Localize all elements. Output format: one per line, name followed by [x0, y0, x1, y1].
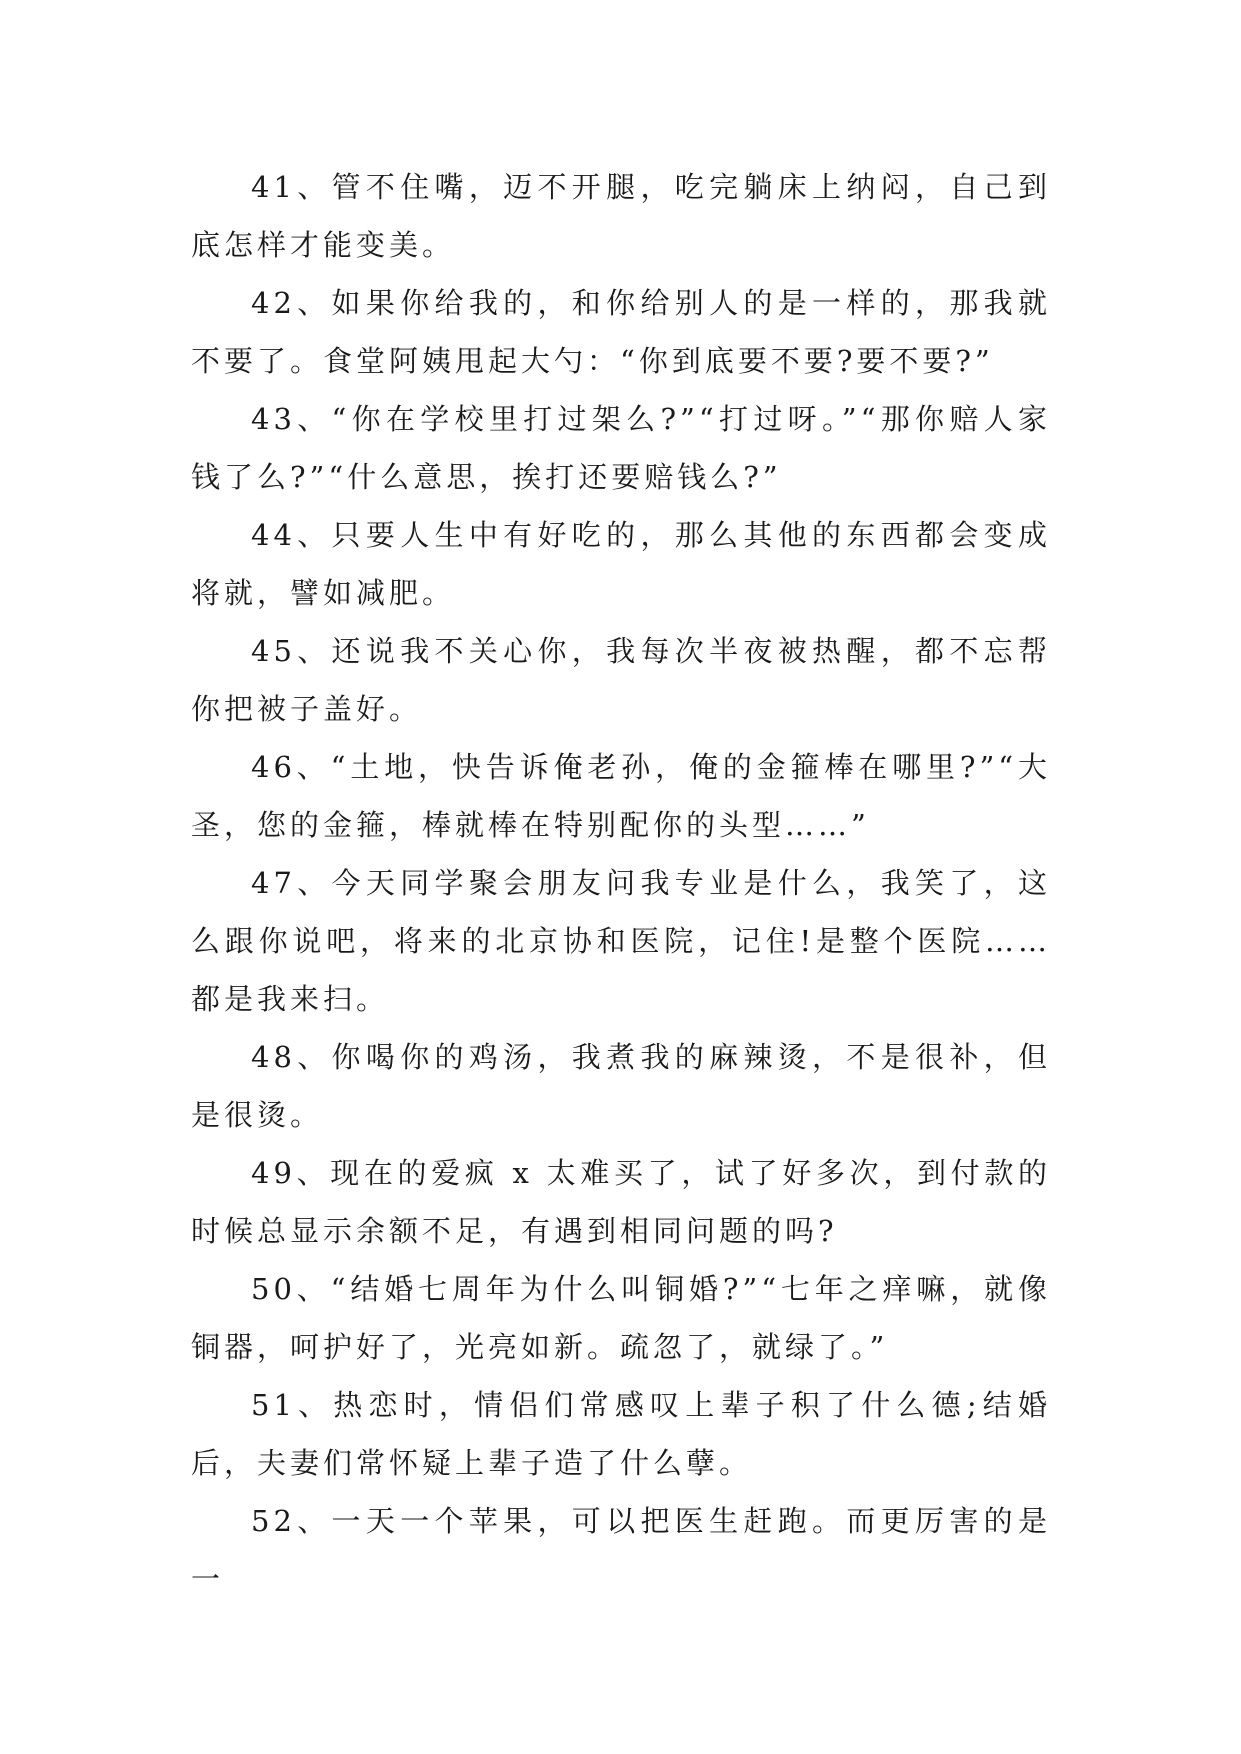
- paragraph-48: 48、你喝你的鸡汤，我煮我的麻辣烫，不是很补，但是很烫。: [191, 1040, 1051, 1132]
- paragraph-50: 50、“结婚七周年为什么叫铜婚?”“七年之痒嘛，就像铜器，呵护好了，光亮如新。疏忽了，就绿了。”: [191, 1272, 1051, 1364]
- paragraph-51: 51、热恋时，情侣们常感叹上辈子积了什么德;结婚后，夫妻们常怀疑上辈子造了什么孽。: [191, 1388, 1051, 1480]
- paragraph-45: 45、还说我不关心你，我每次半夜被热醒，都不忘帮你把被子盖好。: [191, 634, 1051, 726]
- paragraph-42: 42、如果你给我的，和你给别人的是一样的，那我就不要了。食堂阿姨甩起大勺：“你到底要不要?要不要?”: [191, 286, 1051, 378]
- paragraph-52: 52、一天一个苹果，可以把医生赶跑。而更厉害的是一: [191, 1504, 1051, 1596]
- paragraph-41: 41、管不住嘴，迈不开腿，吃完躺床上纳闷，自己到底怎样才能变美。: [191, 170, 1051, 262]
- paragraph-47: 47、今天同学聚会朋友问我专业是什么，我笑了，这么跟你说吧，将来的北京协和医院，记住!是整个医院……都是我来扫。: [191, 866, 1051, 1016]
- paragraph-43: 43、“你在学校里打过架么?”“打过呀。”“那你赔人家钱了么?”“什么意思，挨打还要赔钱么?”: [191, 402, 1051, 494]
- paragraph-49: 49、现在的爱疯 x 太难买了，试了好多次，到付款的时候总显示余额不足，有遇到相同问题的吗?: [191, 1156, 1051, 1248]
- document-body: [191, 158, 1051, 1608]
- paragraph-44: 44、只要人生中有好吃的，那么其他的东西都会变成将就，譬如减肥。: [191, 518, 1051, 610]
- paragraph-46: 46、“土地，快告诉俺老孙，俺的金箍棒在哪里?”“大圣，您的金箍，棒就棒在特别配你的头型……”: [191, 750, 1051, 842]
